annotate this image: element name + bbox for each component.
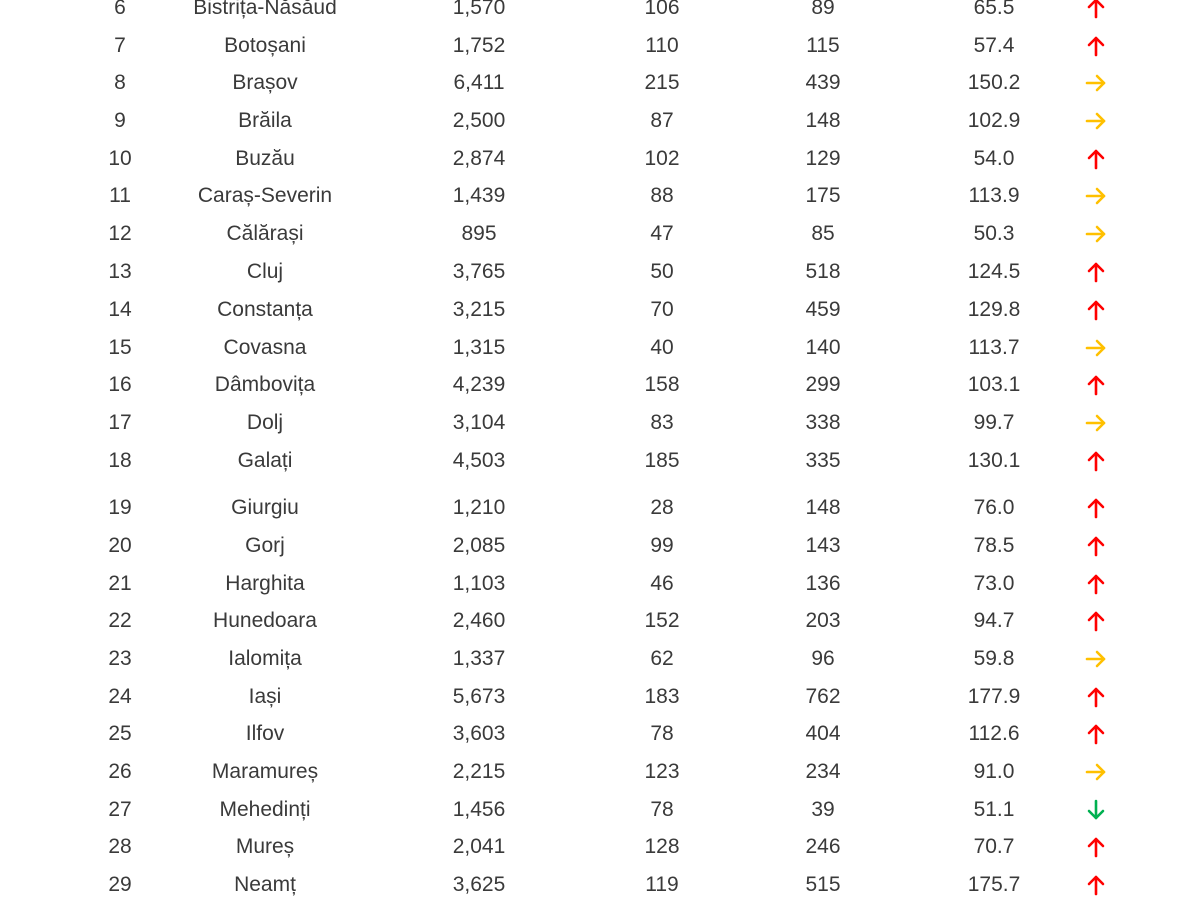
value-col-1: 3,215 — [452, 298, 506, 321]
value-col-1: 1,570 — [452, 0, 506, 19]
row-number: 29 — [108, 873, 132, 896]
value-col-2: 78 — [650, 722, 674, 745]
arrow-right-icon — [1082, 331, 1110, 365]
value-col-4: 113.9 — [968, 184, 1020, 207]
row-number: 14 — [108, 298, 132, 321]
row-number: 6 — [114, 0, 126, 19]
county-name: Gorj — [245, 534, 285, 557]
value-col-4: 65.5 — [973, 0, 1015, 19]
value-col-3: 85 — [811, 222, 835, 245]
county-name: Dâmbovița — [214, 373, 316, 396]
value-col-1: 3,765 — [452, 260, 506, 283]
value-col-2: 185 — [644, 449, 680, 472]
value-col-1: 4,503 — [452, 449, 506, 472]
value-col-3: 762 — [805, 685, 841, 708]
value-col-3: 335 — [805, 449, 841, 472]
table-row — [0, 444, 1200, 478]
table-row — [0, 179, 1200, 213]
value-col-2: 123 — [644, 760, 680, 783]
table-row — [0, 604, 1200, 638]
value-col-2: 40 — [650, 336, 674, 359]
arrow-up-icon — [1082, 868, 1110, 902]
row-number: 25 — [108, 722, 132, 745]
value-col-2: 128 — [644, 835, 680, 858]
arrow-up-icon — [1082, 717, 1110, 751]
row-number: 7 — [114, 34, 126, 57]
value-col-4: 112.6 — [968, 722, 1020, 745]
table-row — [0, 331, 1200, 365]
value-col-2: 102 — [644, 147, 680, 170]
arrow-up-icon — [1082, 255, 1110, 289]
value-col-3: 96 — [811, 647, 835, 670]
table-row — [0, 491, 1200, 525]
value-col-1: 2,215 — [452, 760, 506, 783]
row-number: 12 — [108, 222, 132, 245]
table-row — [0, 717, 1200, 751]
table-row — [0, 255, 1200, 289]
value-col-4: 54.0 — [973, 147, 1015, 170]
row-number: 8 — [114, 71, 126, 94]
table-row — [0, 104, 1200, 138]
value-col-1: 1,456 — [452, 798, 506, 821]
arrow-up-icon — [1082, 680, 1110, 714]
value-col-4: 103.1 — [967, 373, 1021, 396]
county-name: Neamț — [234, 873, 296, 896]
row-number: 18 — [108, 449, 132, 472]
value-col-1: 1,315 — [452, 336, 506, 359]
arrow-up-icon — [1082, 529, 1110, 563]
arrow-right-icon — [1082, 755, 1110, 789]
row-number: 15 — [108, 336, 132, 359]
value-col-2: 87 — [650, 109, 674, 132]
value-col-2: 183 — [644, 685, 680, 708]
value-col-1: 1,103 — [452, 572, 506, 595]
table-row — [0, 66, 1200, 100]
value-col-4: 91.0 — [973, 760, 1015, 783]
value-col-1: 3,603 — [452, 722, 506, 745]
value-col-3: 203 — [805, 609, 841, 632]
value-col-3: 404 — [805, 722, 841, 745]
value-col-1: 1,752 — [452, 34, 506, 57]
value-col-1: 3,104 — [452, 411, 506, 434]
county-name: Călărași — [226, 222, 304, 245]
arrow-right-icon — [1082, 179, 1110, 213]
arrow-up-icon — [1082, 444, 1110, 478]
county-name: Mureș — [235, 835, 295, 858]
county-name: Galați — [237, 449, 293, 472]
table-row — [0, 142, 1200, 176]
value-col-1: 2,041 — [452, 835, 506, 858]
value-col-3: 246 — [805, 835, 841, 858]
value-col-2: 152 — [644, 609, 680, 632]
row-number: 10 — [108, 147, 132, 170]
value-col-1: 1,439 — [452, 184, 506, 207]
county-name: Botoșani — [224, 34, 306, 57]
county-name: Bistrița-Năsăud — [193, 0, 337, 19]
table-row — [0, 567, 1200, 601]
value-col-4: 51.1 — [973, 798, 1015, 821]
value-col-3: 299 — [805, 373, 841, 396]
value-col-2: 78 — [650, 798, 674, 821]
row-number: 23 — [108, 647, 132, 670]
value-col-2: 99 — [650, 534, 674, 557]
county-name: Cluj — [246, 260, 284, 283]
arrow-up-icon — [1082, 368, 1110, 402]
value-col-4: 94.7 — [973, 609, 1015, 632]
arrow-up-icon — [1082, 491, 1110, 525]
arrow-right-icon — [1082, 217, 1110, 251]
value-col-1: 2,460 — [452, 609, 506, 632]
arrow-right-icon — [1082, 406, 1110, 440]
value-col-4: 130.1 — [967, 449, 1021, 472]
row-number: 13 — [108, 260, 132, 283]
value-col-2: 46 — [650, 572, 674, 595]
value-col-4: 113.7 — [968, 336, 1020, 359]
county-name: Constanța — [217, 298, 313, 321]
county-name: Mehedinți — [219, 798, 311, 821]
value-col-4: 124.5 — [967, 260, 1021, 283]
value-col-2: 70 — [650, 298, 674, 321]
value-col-1: 4,239 — [452, 373, 506, 396]
table-row — [0, 642, 1200, 676]
value-col-3: 439 — [805, 71, 841, 94]
value-col-3: 234 — [805, 760, 841, 783]
county-name: Hunedoara — [213, 609, 317, 632]
value-col-2: 28 — [650, 496, 674, 519]
value-col-3: 148 — [805, 496, 841, 519]
county-name: Dolj — [246, 411, 284, 434]
value-col-4: 76.0 — [973, 496, 1015, 519]
value-col-3: 143 — [805, 534, 841, 557]
value-col-2: 83 — [650, 411, 674, 434]
value-col-3: 140 — [805, 336, 841, 359]
value-col-4: 50.3 — [973, 222, 1015, 245]
table-row — [0, 29, 1200, 63]
value-col-4: 73.0 — [973, 572, 1015, 595]
table-row — [0, 755, 1200, 789]
row-number: 27 — [108, 798, 132, 821]
value-col-2: 110 — [645, 34, 679, 57]
value-col-1: 1,337 — [452, 647, 506, 670]
arrow-up-icon — [1082, 0, 1110, 25]
arrow-down-icon — [1082, 793, 1110, 827]
value-col-2: 119 — [645, 873, 679, 896]
value-col-1: 1,210 — [452, 496, 506, 519]
value-col-1: 2,874 — [452, 147, 506, 170]
value-col-2: 62 — [650, 647, 674, 670]
value-col-2: 88 — [650, 184, 674, 207]
county-name: Ialomița — [228, 647, 302, 670]
county-name: Covasna — [223, 336, 307, 359]
county-name: Buzău — [235, 147, 295, 170]
value-col-3: 136 — [805, 572, 841, 595]
row-number: 24 — [108, 685, 132, 708]
table-row — [0, 368, 1200, 402]
value-col-1: 2,500 — [452, 109, 506, 132]
arrow-up-icon — [1082, 567, 1110, 601]
value-col-4: 102.9 — [967, 109, 1021, 132]
arrow-right-icon — [1082, 66, 1110, 100]
table-row — [0, 293, 1200, 327]
row-number: 19 — [108, 496, 132, 519]
value-col-4: 57.4 — [973, 34, 1015, 57]
arrow-up-icon — [1082, 830, 1110, 864]
arrow-right-icon — [1082, 642, 1110, 676]
table-row — [0, 830, 1200, 864]
value-col-3: 89 — [811, 0, 835, 19]
table-row — [0, 217, 1200, 251]
arrow-up-icon — [1082, 142, 1110, 176]
value-col-3: 148 — [805, 109, 841, 132]
value-col-3: 129 — [805, 147, 841, 170]
value-col-1: 3,625 — [452, 873, 506, 896]
row-number: 20 — [108, 534, 132, 557]
county-name: Giurgiu — [231, 496, 299, 519]
arrow-up-icon — [1082, 293, 1110, 327]
arrow-up-icon — [1082, 29, 1110, 63]
value-col-2: 47 — [650, 222, 674, 245]
value-col-2: 106 — [644, 0, 680, 19]
value-col-3: 115 — [806, 34, 840, 57]
table-row — [0, 793, 1200, 827]
value-col-1: 895 — [461, 222, 497, 245]
row-number: 21 — [108, 572, 132, 595]
row-number: 11 — [109, 184, 131, 207]
value-col-4: 99.7 — [973, 411, 1015, 434]
table-row — [0, 529, 1200, 563]
value-col-3: 175 — [805, 184, 841, 207]
row-number: 28 — [108, 835, 132, 858]
row-number: 26 — [108, 760, 132, 783]
value-col-2: 215 — [644, 71, 680, 94]
county-name: Harghita — [225, 572, 305, 595]
arrow-right-icon — [1082, 104, 1110, 138]
county-name: Brăila — [238, 109, 292, 132]
row-number: 22 — [108, 609, 132, 632]
county-name: Iași — [248, 685, 282, 708]
table-row — [0, 680, 1200, 714]
value-col-4: 175.7 — [967, 873, 1021, 896]
value-col-3: 459 — [805, 298, 841, 321]
arrow-up-icon — [1082, 604, 1110, 638]
row-number: 16 — [108, 373, 132, 396]
county-name: Brașov — [232, 71, 298, 94]
value-col-3: 515 — [805, 873, 841, 896]
table-row — [0, 406, 1200, 440]
value-col-3: 39 — [811, 798, 835, 821]
county-name: Maramureș — [211, 760, 319, 783]
value-col-4: 59.8 — [973, 647, 1015, 670]
row-number: 9 — [114, 109, 126, 132]
value-col-2: 158 — [644, 373, 680, 396]
row-number: 17 — [108, 411, 132, 434]
value-col-3: 518 — [805, 260, 841, 283]
value-col-2: 50 — [650, 260, 674, 283]
value-col-1: 2,085 — [452, 534, 506, 557]
value-col-4: 70.7 — [973, 835, 1015, 858]
value-col-4: 78.5 — [973, 534, 1015, 557]
county-name: Caraș-Severin — [197, 184, 333, 207]
table-row — [0, 868, 1200, 902]
table-row — [0, 0, 1200, 25]
value-col-1: 6,411 — [453, 71, 505, 94]
value-col-3: 338 — [805, 411, 841, 434]
value-col-4: 129.8 — [967, 298, 1021, 321]
county-name: Ilfov — [245, 722, 285, 745]
value-col-4: 150.2 — [967, 71, 1021, 94]
value-col-1: 5,673 — [452, 685, 506, 708]
value-col-4: 177.9 — [967, 685, 1021, 708]
